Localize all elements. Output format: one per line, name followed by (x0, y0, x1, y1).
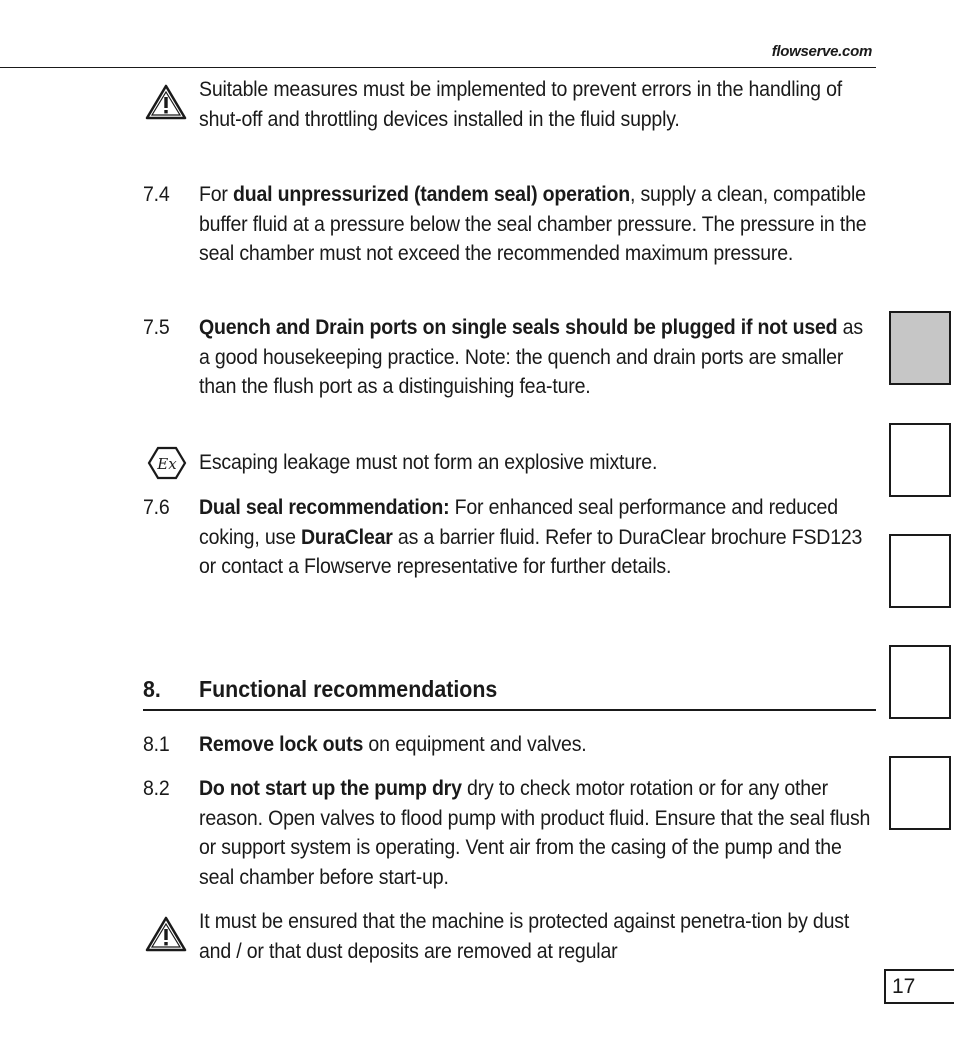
section-rule (143, 709, 876, 711)
side-tab-5[interactable] (889, 756, 951, 830)
side-tab-4[interactable] (889, 645, 951, 719)
explosion-protection-icon (146, 445, 188, 481)
warning-triangle-icon (144, 83, 188, 121)
header-url: flowserve.com (771, 43, 872, 60)
ex-note-text: Escaping leakage must not form an explosive mixture. (199, 451, 658, 474)
header-rule (0, 67, 876, 68)
item-7-6-text: Dual seal recommendation: For enhanced seal performance and reduced coking, use DuraClear as a barrier fluid. Refer to DuraClear brochure FSD123 or contact a Flowserve representative for further details. (199, 496, 863, 578)
item-7-4-text: For dual unpressurized (tandem seal) operation, supply a clean, compatible buffer fluid at a pressure below the seal chamber pressure. The pressure in the seal chamber must not exceed the recommended maximum pressure. (199, 183, 867, 265)
warning-triangle-icon (144, 915, 188, 953)
item-7-5-text: Quench and Drain ports on single seals should be plugged if not used as a good housekeeping practice. Note: the quench and drain ports are smaller than the flush port as a distinguishing fea-ture. (199, 316, 863, 398)
item-number: 7.4 (143, 183, 170, 206)
item-8-2-text: Do not start up the pump dry dry to check motor rotation or for any other reason. Open valves to flood pump with product fluid. Ensure that the seal flush or support system is operating. Vent air from the casing of the pump and the seal chamber before start-up. (199, 777, 871, 889)
section-number: 8. (143, 676, 161, 702)
item-number: 8.1 (143, 733, 170, 756)
item-number: 7.5 (143, 316, 170, 339)
side-tab-3[interactable] (889, 534, 951, 608)
svg-text:Ex: Ex (157, 455, 177, 473)
warning-text-2: It must be ensured that the machine is protected against penetra-tion by dust and / or that dust deposits are removed at regular (199, 910, 850, 963)
section-title: Functional recommendations (199, 676, 498, 702)
page-number-box (884, 969, 954, 1004)
side-tab-1[interactable] (889, 311, 951, 385)
warning-text-1: Suitable measures must be implemented to prevent errors in the handling of shut-off and throttling devices installed in the fluid supply. (199, 78, 843, 131)
item-8-1-text: Remove lock outs on equipment and valves. (199, 733, 587, 756)
page-number: 17 (892, 975, 916, 998)
side-tab-2[interactable] (889, 423, 951, 497)
item-number: 7.6 (143, 496, 170, 519)
item-number: 8.2 (143, 777, 170, 800)
